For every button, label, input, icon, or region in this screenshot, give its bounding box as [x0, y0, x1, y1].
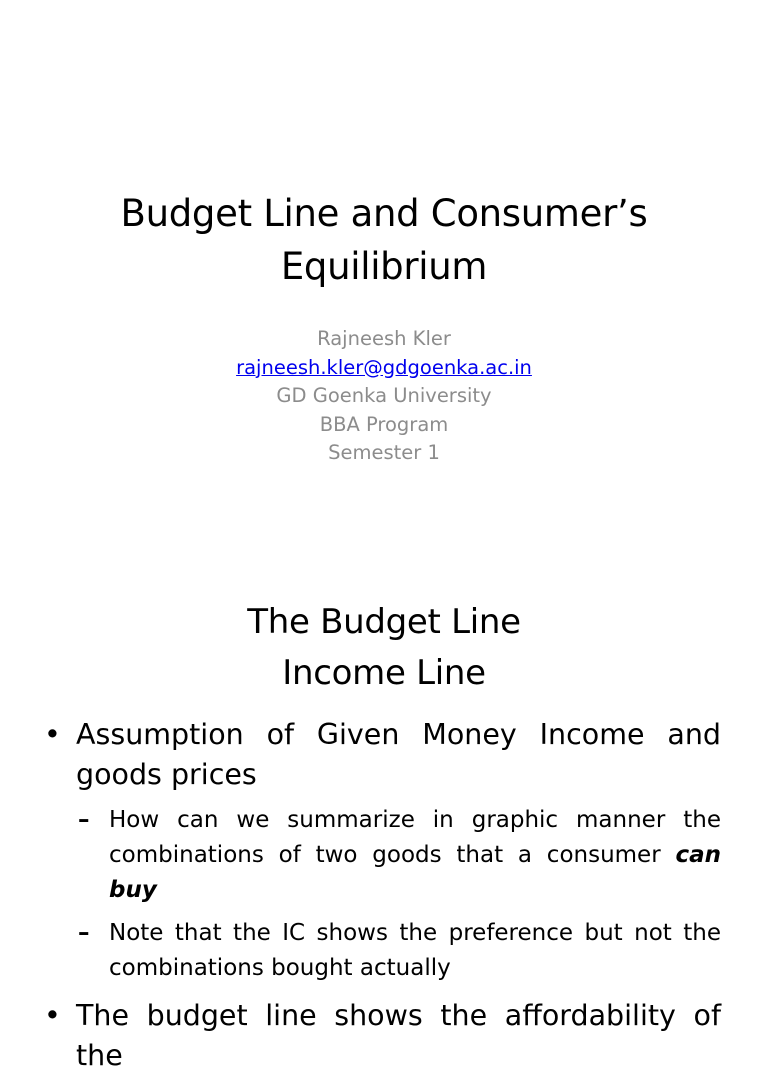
- bullet-marker: •: [44, 999, 61, 1032]
- bullet-text: Assumption of Given Money Income and goods prices: [76, 718, 721, 791]
- dash-marker: –: [78, 920, 90, 946]
- slide-title: [40, 597, 728, 699]
- dash-marker: –: [78, 807, 90, 833]
- bullet-marker: •: [44, 718, 61, 751]
- university-name: GD Goenka University: [276, 384, 492, 407]
- program-name: BBA Program: [319, 412, 449, 436]
- bullet-item: [0, 715, 768, 795]
- title-line-1: The Budget Line: [247, 602, 521, 642]
- title-line-2: Income Line: [282, 653, 486, 693]
- bullet-list: [0, 715, 768, 1076]
- sub-bullet-item: [0, 803, 768, 908]
- emphasis-text: can buy: [109, 842, 721, 903]
- title-slide: [0, 0, 768, 512]
- semester-label: Semester 1: [328, 441, 440, 464]
- sub-bullet-item: [0, 916, 768, 986]
- budget-line-slide: [0, 512, 768, 1072]
- subtitle-block: [40, 325, 728, 468]
- sub-bullet-text: How can we summarize in graphic manner the combinations of two goods that a consumer: [109, 807, 721, 868]
- author-name: Rajneesh Kler: [317, 327, 451, 350]
- slide-title: [40, 187, 728, 293]
- title-line-2: Equilibrium: [280, 245, 488, 288]
- email-link[interactable]: rajneesh.kler@gdgoenka.ac.in: [236, 355, 532, 379]
- title-line-1: Budget Line and Consumer’s: [120, 192, 648, 235]
- sub-bullet-text: Note that the IC shows the preference but not the combinations bought actually: [109, 920, 721, 981]
- bullet-text: The budget line shows the affordability of the: [76, 999, 721, 1072]
- bullet-item: [0, 996, 768, 1076]
